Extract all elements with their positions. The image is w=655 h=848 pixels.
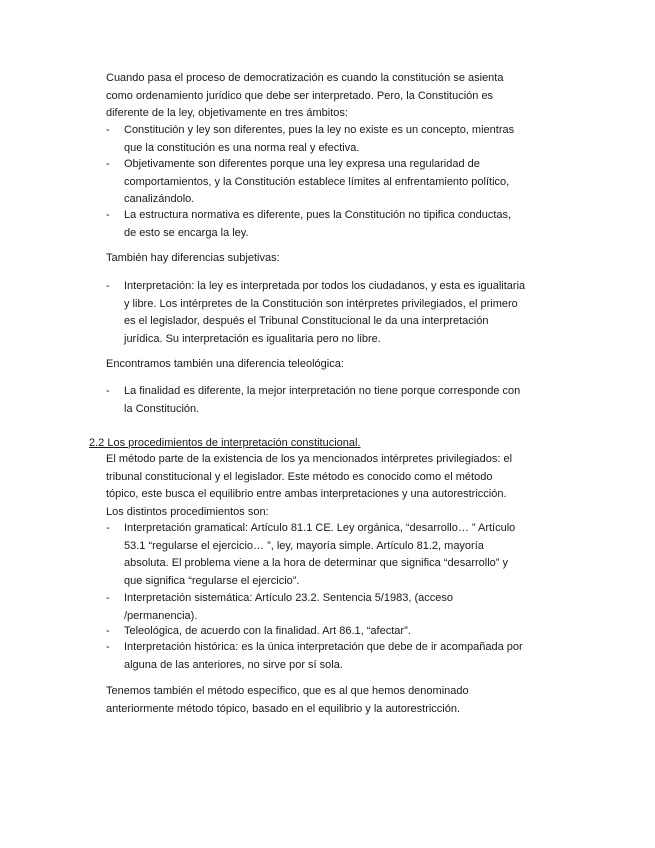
list-item-text: Objetivamente son diferentes porque una ley expresa una regularidad de comportamientos, y la Constitución establece límites al enfrentamiento político, canalizándolo. — [124, 158, 510, 205]
list-item-text: Interpretación sistemática: Artículo 23.2. Sentencia 5/1983, (acceso /permanencia). — [124, 592, 453, 622]
list-item — [106, 278, 526, 348]
list-item-text: Interpretación: la ley es interpretada por todos los ciudadanos, y esta es igualitaria y libre. Los intérpretes de la Constitución son intérpretes privilegiados, el primero es el legislador, después el Tribunal Constitucional le da una interpretación jurídica. Su interpretación es igualitaria pero no libre. — [124, 280, 526, 345]
bullet-dash: - — [106, 592, 110, 604]
closing-paragraph: Tenemos también el método específico, que es al que hemos denominado anteriormente método tópico, basado en el equilibrio y la autorestricción. — [106, 685, 469, 715]
list-item — [106, 156, 526, 209]
list-item-text: Interpretación histórica: es la única interpretación que debe de ir acompañada por alguna de las anteriores, no sirve por sí sola. — [124, 641, 523, 671]
bullet-dash: - — [106, 209, 110, 221]
list-item — [106, 383, 526, 418]
list-item-text: Teleológica, de acuerdo con la finalidad. Art 86.1, “afectar”. — [124, 625, 411, 637]
bullet-dash: - — [106, 625, 110, 637]
bullet-dash: - — [106, 158, 110, 170]
list-item-text: La finalidad es diferente, la mejor interpretación no tiene porque corresponde con la Constitución. — [124, 385, 521, 415]
bullet-dash: - — [106, 385, 110, 397]
list-item-text: La estructura normativa es diferente, pues la Constitución no tipifica conductas, de esto se encarga la ley. — [124, 209, 512, 239]
list-item — [106, 520, 526, 590]
list-item — [106, 122, 526, 157]
bullet-dash: - — [106, 641, 110, 653]
list-item — [106, 590, 526, 625]
list-item — [106, 639, 526, 674]
subjective-paragraph: También hay diferencias subjetivas: — [106, 252, 280, 264]
bullet-dash: - — [106, 124, 110, 136]
bullet-dash: - — [106, 522, 110, 534]
intro-paragraph: Cuando pasa el proceso de democratización es cuando la constitución se asienta como ordenamiento jurídico que debe ser interpretado. Pero, la Constitución es diferente de la ley, objetivamente en tres ámbitos: — [106, 72, 504, 119]
list-item-text: Constitución y ley son diferentes, pues la ley no existe es un concepto, mientras que la constitución es una norma real y efectiva. — [124, 124, 515, 154]
bullet-dash: - — [106, 280, 110, 292]
list-item-text: Interpretación gramatical: Artículo 81.1 CE. Ley orgánica, “desarrollo… ” Artículo 53.1 “regularse el ejercicio… ”, ley, mayoría simple. Artículo 81.2, mayoría absoluta. El problema viene a la hora de determinar que significa “desarrollo” y que significa “regularse el ejercicio”. — [124, 522, 516, 587]
list-item — [106, 623, 526, 641]
section-paragraph: El método parte de la existencia de los ya mencionados intérpretes privilegiados: el tribunal constitucional y el legislador. Este método es conocido como el método tópico, este busca el equilibrio entre ambas interpretaciones y una autorestricción. Los distintos procedimientos son: — [106, 453, 513, 518]
section-heading: 2.2 Los procedimientos de interpretación constitucional. — [89, 437, 361, 449]
teleological-paragraph: Encontramos también una diferencia teleológica: — [106, 358, 344, 370]
list-item — [106, 207, 526, 242]
